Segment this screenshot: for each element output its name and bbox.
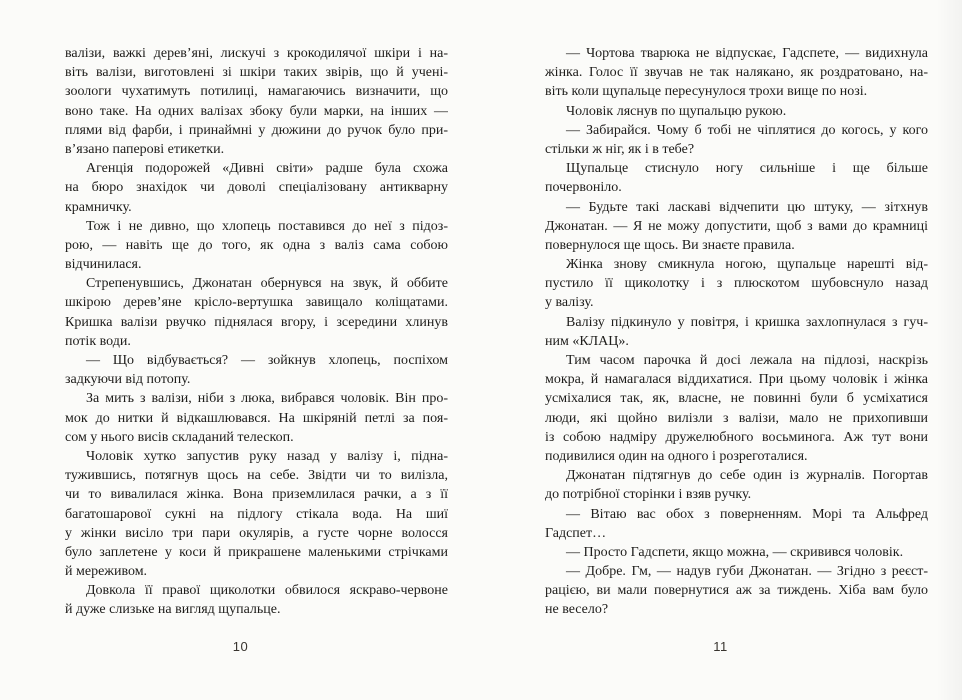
text-line: Жінка знову смикнула ногою, щупальце нарешті від-: [566, 257, 928, 273]
text-line: Кришка валізи рвучко піднялася вгору, і зсередини хлинув: [65, 314, 448, 330]
text-line: воно таке. На одних валізах збоку були марки, на інших —: [65, 103, 448, 119]
text-line: Тож і не дивно, що хлопець поставився до неї з підоз-: [86, 218, 448, 234]
text-line: Стрепенувшись, Джонатан обернувся на звук, й оббите: [86, 276, 448, 292]
text-line: пустило її щиколотку і з плюскотом шубовснуло назад: [545, 276, 928, 292]
text-line: — Забирайся. Чому б тобі не чіплятися до когось, у кого: [566, 122, 928, 138]
text-line: повернулося ще щось. Ви знаєте правила.: [545, 237, 795, 253]
text-line: рою, — навіть ще до того, як одна з валіз сама собою: [65, 237, 448, 253]
text-line: стільки ж ніг, як і в тебе?: [545, 141, 695, 157]
text-line: не весело?: [545, 602, 609, 618]
page-number-left: 10: [232, 639, 249, 654]
text-line: Агенція подорожей «Дивні світи» радше була схожа: [86, 161, 448, 177]
text-line: — Чортова тварюка не відпускає, Гадспете, — видихнула: [566, 46, 928, 61]
text-line: усміхалися так, як, власне, не повинні були б усміхатися: [545, 391, 928, 407]
text-line: було заплетене у коси й прикрашене маленькими стрічками: [65, 544, 448, 560]
text-line: мок до нитки й відкашлювався. На шкіряній петлі за поя-: [65, 410, 448, 426]
text-line: Джонатан підтягнув до себе один із журналів. Погортав: [566, 468, 928, 484]
text-line: тужившись, потягнув щось на себе. Звідти чи то вилізла,: [65, 468, 448, 484]
text-line: люди, які щойно вилізли з валізи, мало не прихопивши: [545, 410, 928, 426]
text-line: — Вітаю вас обох з поверненням. Морі та Альфред: [566, 506, 928, 522]
text-line: й мереживом.: [65, 564, 148, 580]
page-left: [65, 0, 448, 700]
text-line: рацією, ви мали повернутися аж за тиждень. Хіба вам було: [545, 583, 928, 599]
text-line: чи то вивалилася жінка. Вона приземлилася рачки, а з її: [65, 487, 448, 503]
text-line: Валізу підкинуло у повітря, і кришка захлопнулася з гуч-: [566, 314, 928, 330]
text-line: потік води.: [65, 333, 131, 349]
text-line: Чоловік хутко запустив руку назад у валізу і, підна-: [86, 448, 448, 464]
text-line: — Будьте такі ласкаві відчепити цю штуку, — зітхнув: [566, 199, 928, 215]
page-number-right: 11: [713, 639, 728, 654]
text-line: мокра, й намагалася віддихатися. При цьому чоловік і жінка: [545, 372, 928, 388]
text-line: із собою надміру дружелюбного восьминога. Аж тут вони: [545, 429, 928, 445]
text-line: подивилися один на одного і розреготалися.: [545, 448, 808, 464]
text-line: у жінки висіло три пари окулярів, а густе чорне волосся: [65, 525, 448, 541]
text-line: віть коли щупальце пересунулося трохи вище по нозі.: [545, 84, 868, 100]
text-line: багатошарової сукні на підлогу стікала вода. На шиї: [65, 506, 448, 522]
text-line: жінка. Голос її звучав не так налякано, як роздратовано, на-: [545, 65, 928, 81]
text-line: Гадспет…: [545, 525, 607, 541]
text-line: плями від фарби, і принаймні у дюжини до ручок було при-: [65, 122, 448, 138]
text-line: Тим часом парочка й досі лежала на підлозі, наскрізь: [566, 353, 928, 368]
text-line: задкуючи від потопу.: [65, 372, 191, 388]
text-line: в’язано паперові етикетки.: [65, 141, 225, 157]
text-line: відчинилася.: [65, 257, 142, 273]
text-line: на бюро знахідок чи доволі спеціалізовану антикварну: [65, 180, 448, 196]
text-line: Щупальце стиснуло ногу сильніше і ще більше: [566, 161, 928, 177]
text-line: За мить з валізи, ніби з люка, вибрався чоловік. Він про-: [86, 391, 448, 407]
text-line: Джонатан. — Я не можу допустити, щоб з вами до крамниці: [545, 218, 928, 234]
text-line: у валізу.: [545, 295, 594, 311]
text-line: сом у нього висів складаний телескоп.: [65, 429, 294, 445]
text-line: крамничку.: [65, 199, 132, 215]
text-line: — Добре. Гм, — надув губи Джонатан. — Згідно з реєст-: [566, 564, 928, 580]
text-line: валізи, важкі дерев’яні, лискучі з крокодилячої шкіри і на-: [65, 46, 448, 61]
text-line: до потрібної сторінки і взяв ручку.: [545, 487, 752, 503]
text-line: Довкола її правої щиколотки обвилося яскраво-червоне: [86, 583, 448, 599]
text-line: й дуже слизьке на вигляд щупальце.: [65, 602, 281, 618]
page-right: [545, 0, 928, 700]
text-line: шкірою дерев’яне крісло-вертушка завищало коліщатами.: [65, 295, 448, 311]
text-line: почервоніло.: [545, 180, 622, 196]
text-line: — Що відбувається? — зойкнув хлопець, поспіхом: [86, 353, 448, 368]
text-line: зоологи чухатимуть потилиці, намагаючись визначити, що: [65, 84, 448, 100]
page-text-left: [65, 44, 448, 620]
text-line: ним «КЛАЦ».: [545, 333, 629, 349]
page-text-right: [545, 44, 928, 620]
text-line: віть валізи, виготовлені зі шкіри таких звірів, що й учені-: [65, 65, 448, 81]
scan-edge-shade: [936, 0, 962, 700]
text-line: Чоловік ляснув по щупальцю рукою.: [566, 103, 787, 119]
text-line: — Просто Гадспети, якщо можна, — скривився чоловік.: [566, 544, 904, 560]
